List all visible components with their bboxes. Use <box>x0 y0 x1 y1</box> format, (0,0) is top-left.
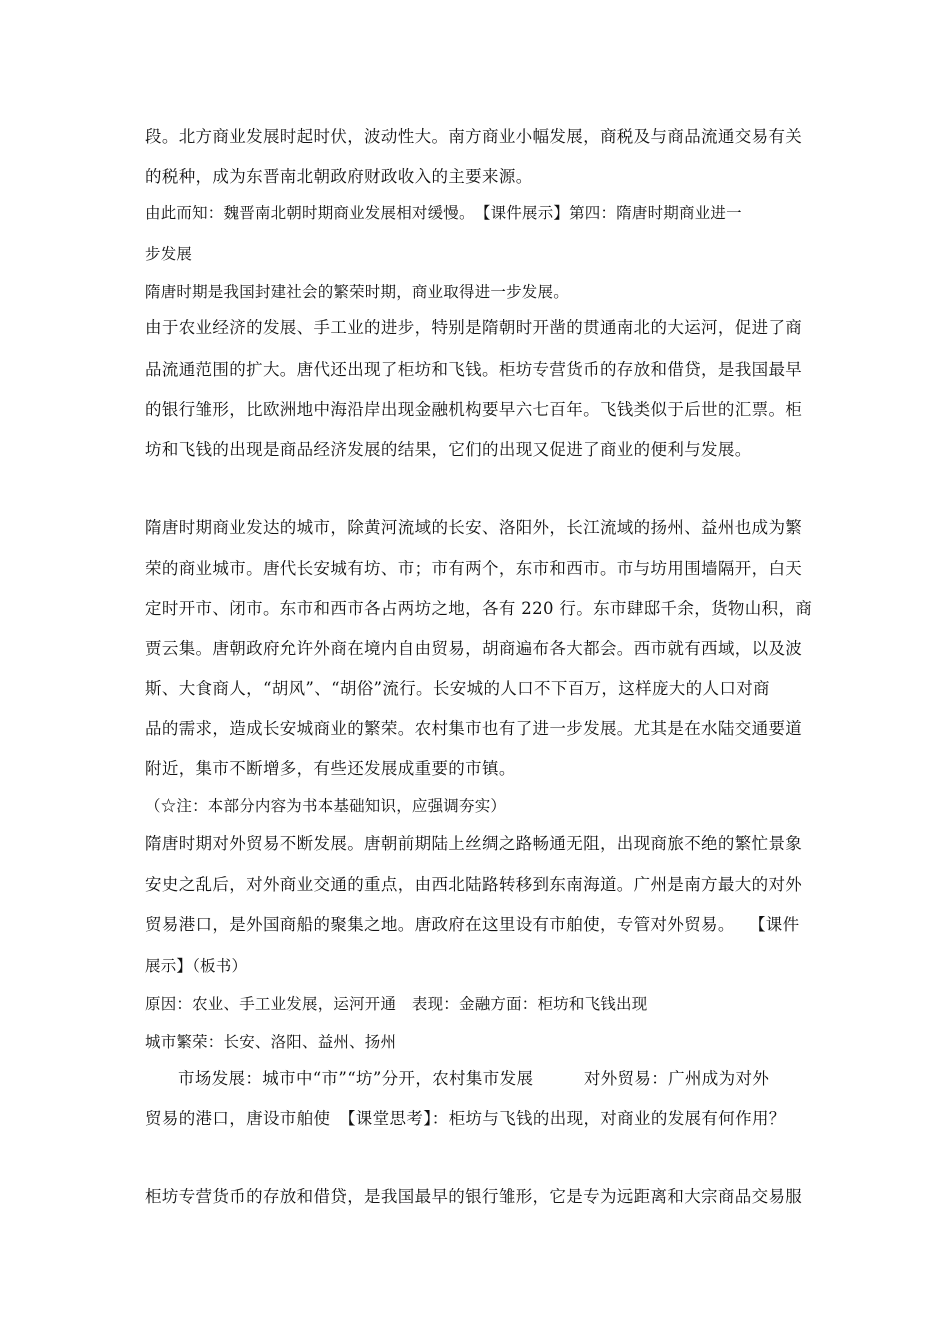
text-line: 品流通范围的扩大。唐代还出现了柜坊和飞钱。柜坊专营货币的存放和借贷，是我国最早 <box>145 360 803 379</box>
text-line: 贸易的港口，唐设市舶使 【课堂思考】：柜坊与飞钱的出现，对商业的发展有何作用？ <box>145 1109 786 1128</box>
text-line: 品的需求，造成长安城商业的繁荣。农村集市也有了进一步发展。尤其是在水陆交通要道 <box>145 719 803 738</box>
text-line: 隋唐时期商业发达的城市，除黄河流域的长安、洛阳外，长江流域的扬州、益州也成为繁 <box>145 518 803 537</box>
text-line: 由于农业经济的发展、手工业的进步，特别是隋朝时开凿的贯通南北的大运河，促进了商 <box>145 318 803 337</box>
board-line: 市场发展：城市中“市”“坊”分开，农村集市发展 对外贸易：广州成为对外 <box>178 1069 770 1088</box>
text-line: 荣的商业城市。唐代长安城有坊、市；市有两个，东市和西市。市与坊用围墙隔开，白天 <box>145 559 803 578</box>
text-line: 柜坊专营货币的存放和借贷，是我国最早的银行雏形，它是专为远距离和大宗商品交易服 <box>145 1187 803 1206</box>
text-line: 坊和飞钱的出现是商品经济发展的结果，它们的出现又促进了商业的便利与发展。 <box>145 440 752 459</box>
text-line: 斯、大食商人，“胡风”、“胡俗”流行。长安城的人口不下百万，这样庞大的人口对商 <box>145 679 770 698</box>
text-line: 贾云集。唐朝政府允许外商在境内自由贸易，胡商遍布各大都会。西市就有西域，以及波 <box>145 639 803 658</box>
text-line: 附近，集市不断增多，有些还发展成重要的市镇。 <box>145 759 516 778</box>
text-line: 步发展 <box>145 245 193 263</box>
text-line: 安史之乱后，对外商业交通的重点，由西北陆路转移到东南海道。广州是南方最大的对外 <box>145 875 803 894</box>
text-line: 贸易港口，是外国商船的聚集之地。唐政府在这里设有市舶使，专管对外贸易。 【课件 <box>145 915 800 934</box>
board-line: 城市繁荣：长安、洛阳、益州、扬州 <box>145 1033 397 1051</box>
text-line: 展示】（板书） <box>145 957 248 975</box>
text-line: 的税种，成为东晋南北朝政府财政收入的主要来源。 <box>145 167 533 186</box>
text-line: 由此而知：魏晋南北朝时期商业发展相对缓慢。 【课件展示】第四：隋唐时期商业进一 <box>145 204 742 222</box>
note-line: （☆注：本部分内容为书本基础知识，应强调夯实） <box>145 797 507 815</box>
text-line: 段。北方商业发展时起时伏，波动性大。南方商业小幅发展，商税及与商品流通交易有关 <box>145 127 803 146</box>
text-line: 定时开市、闭市。东市和西市各占两坊之地，各有 220 行。东市肆邸千余，货物山积，商 <box>145 599 813 618</box>
text-line: 的银行雏形，比欧洲地中海沿岸出现金融机构要早六七百年。飞钱类似于后世的汇票。柜 <box>145 400 803 419</box>
text-line: 隋唐时期是我国封建社会的繁荣时期，商业取得进一步发展。 <box>145 283 569 301</box>
text-line: 隋唐时期对外贸易不断发展。唐朝前期陆上丝绸之路畅通无阻，出现商旅不绝的繁忙景象 <box>145 834 803 853</box>
board-line: 原因：农业、手工业发展，运河开通 表现：金融方面：柜坊和飞钱出现 <box>145 995 648 1013</box>
